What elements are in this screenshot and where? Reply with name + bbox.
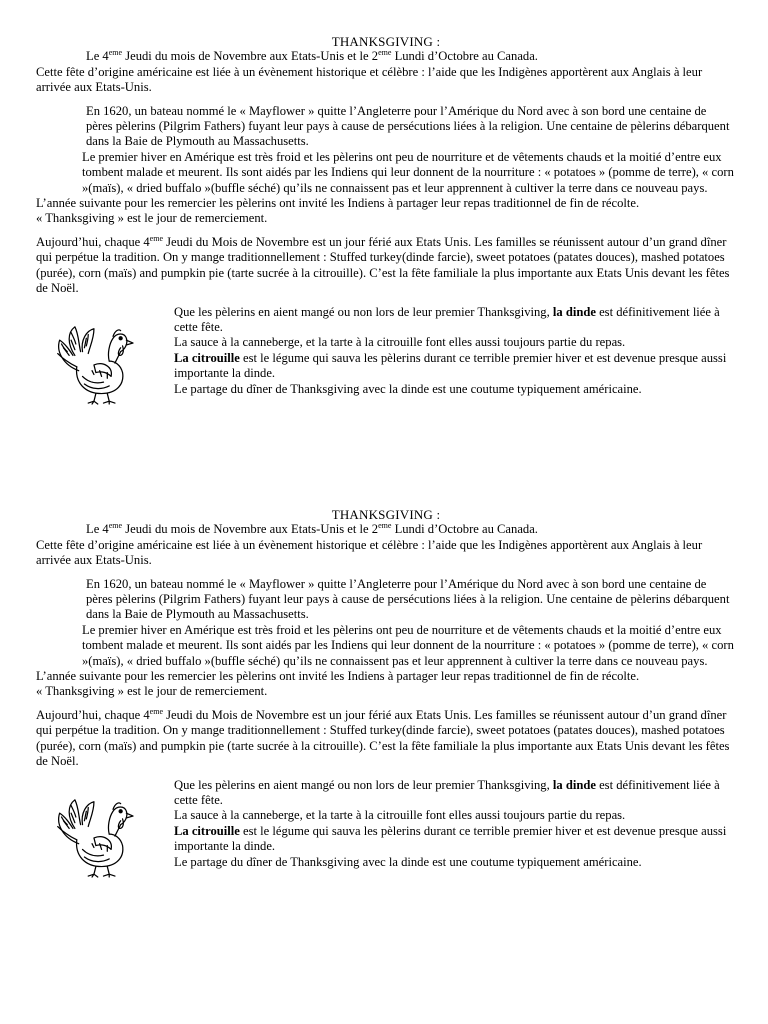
- turkey-facts: [174, 305, 734, 397]
- history-paragraph-thanksgiving-meaning: « Thanksgiving » est le jour de remerciement.: [36, 211, 268, 226]
- history-paragraph-next-year: L’année suivante pour les remercier les pèlerins ont invité les Indiens à partager leur repas traditionnel de fin de récolte.: [36, 196, 640, 211]
- turkey-fact-citrouille: La citrouille est le légume qui sauva les pèlerins durant ce terrible premier hiver et est devenue presque aussi importante la dinde.: [174, 350, 727, 381]
- thanksgiving-section-1: [36, 34, 736, 405]
- turkey-fact-partage: Le partage du dîner de Thanksgiving avec la dinde est une coutume typiquement américaine.: [174, 854, 642, 869]
- turkey-fact-citrouille: La citrouille est le légume qui sauva les pèlerins durant ce terrible premier hiver et est devenue presque aussi importante la dinde.: [174, 823, 727, 854]
- intro-date-line: Le 4eme Jeudi du mois de Novembre aux Etats-Unis et le 2eme Lundi d’Octobre au Canada.: [86, 48, 538, 64]
- history-paragraph-next-year: L’année suivante pour les remercier les pèlerins ont invité les Indiens à partager leur repas traditionnel de fin de récolte.: [36, 669, 640, 684]
- turkey-illustration-icon: [50, 796, 136, 878]
- intro-origin-text: Cette fête d’origine américaine est liée à un évènement historique et célèbre : l’aide que les Indigènes apportèrent aux Anglais à leur arrivée aux Etats-Unis.: [36, 64, 703, 95]
- turkey-facts: [174, 778, 734, 870]
- today-paragraph: Aujourd’hui, chaque 4eme Jeudi du Mois de Novembre est un jour férié aux Etats Unis. Les familles se réunissent autour d’un grand dîner qui perpétue la tradition. On y mange traditionnellement : Stuffed turkey(dinde farcie), sweet potatoes (patates douces), mashed potatoes (purée), corn (maïs) and pumpkin pie (tarte sucrée à la citrouille). C’est la fête familiale la plus importante aux Etats Unis devant les fêtes de Noël.: [36, 233, 730, 296]
- intro-origin-text: Cette fête d’origine américaine est liée à un évènement historique et célèbre : l’aide que les Indigènes apportèrent aux Anglais à leur arrivée aux Etats-Unis.: [36, 537, 703, 568]
- today-paragraph: Aujourd’hui, chaque 4eme Jeudi du Mois de Novembre est un jour férié aux Etats Unis. Les familles se réunissent autour d’un grand dîner qui perpétue la tradition. On y mange traditionnellement : Stuffed turkey(dinde farcie), sweet potatoes (patates douces), mashed potatoes (purée), corn (maïs) and pumpkin pie (tarte sucrée à la citrouille). C’est la fête familiale la plus importante aux Etats Unis devant les fêtes de Noël.: [36, 706, 730, 769]
- turkey-illustration-icon: [50, 323, 136, 405]
- history-paragraph-mayflower: En 1620, un bateau nommé le « Mayflower » quitte l’Angleterre pour l’Amérique du Nord avec à son bord une centaine de pères pèlerins (Pilgrim Fathers) fuyant leur pays à cause de persécutions liées à la religion. Une centaine de pèlerins débarquent dans la Baie de Plymouth au Massachusetts.: [86, 103, 730, 149]
- turkey-fact-sauce: La sauce à la canneberge, et la tarte à la citrouille font elles aussi toujours partie du repas.: [174, 808, 626, 823]
- history-paragraph-thanksgiving-meaning: « Thanksgiving » est le jour de remerciement.: [36, 684, 268, 699]
- turkey-fact-dinde: Que les pèlerins en aient mangé ou non lors de leur premier Thanksgiving, la dinde est définitivement liée à cette fête.: [174, 304, 720, 334]
- turkey-fact-sauce: La sauce à la canneberge, et la tarte à la citrouille font elles aussi toujours partie du repas.: [174, 335, 626, 350]
- history-paragraph-first-winter: Le premier hiver en Amérique est très froid et les pèlerins ont peu de nourriture et de vêtements chauds et la moitié d’entre eux tombent malade et meurent. Ils sont aidés par les Indiens qui leur donnent de la nourriture : « potatoes » (pomme de terre), « corn »(maïs), « dried buffalo »(buffle séché) qu’ils ne connaissent pas et leur apprennent à cultiver la terre dans ce nouveau pays.: [82, 149, 734, 195]
- thanksgiving-section-2: [36, 507, 736, 878]
- intro-date-line: Le 4eme Jeudi du mois de Novembre aux Etats-Unis et le 2eme Lundi d’Octobre au Canada.: [86, 521, 538, 537]
- turkey-fact-partage: Le partage du dîner de Thanksgiving avec la dinde est une coutume typiquement américaine.: [174, 381, 642, 396]
- turkey-fact-dinde: Que les pèlerins en aient mangé ou non lors de leur premier Thanksgiving, la dinde est définitivement liée à cette fête.: [174, 777, 720, 807]
- history-paragraph-first-winter: Le premier hiver en Amérique est très froid et les pèlerins ont peu de nourriture et de vêtements chauds et la moitié d’entre eux tombent malade et meurent. Ils sont aidés par les Indiens qui leur donnent de la nourriture : « potatoes » (pomme de terre), « corn »(maïs), « dried buffalo »(buffle séché) qu’ils ne connaissent pas et leur apprennent à cultiver la terre dans ce nouveau pays.: [82, 622, 734, 668]
- section-title: THANKSGIVING :: [331, 34, 441, 49]
- history-paragraph-mayflower: En 1620, un bateau nommé le « Mayflower » quitte l’Angleterre pour l’Amérique du Nord avec à son bord une centaine de pères pèlerins (Pilgrim Fathers) fuyant leur pays à cause de persécutions liées à la religion. Une centaine de pèlerins débarquent dans la Baie de Plymouth au Massachusetts.: [86, 576, 730, 622]
- section-title: THANKSGIVING :: [331, 507, 441, 522]
